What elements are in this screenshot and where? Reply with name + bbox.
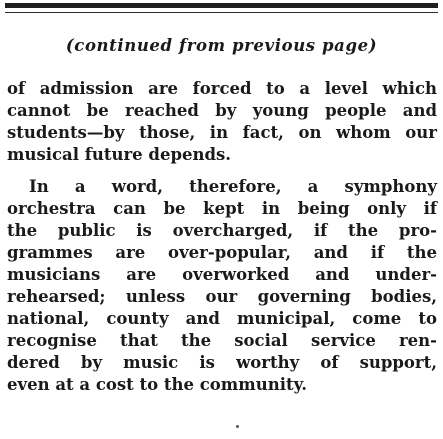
text-line: grammes are over-popular, and if the [7,243,437,262]
text-line: dered by music is worthy of support, [7,353,437,372]
text-line: orchestra can be kept in being only if [7,199,437,218]
paragraph-1 [7,78,437,166]
text-line: musical future depends. [7,145,232,164]
text-line: recognise that the social service ren- [7,331,437,350]
text-line: even at a cost to the community. [7,375,308,394]
text-line: musicians are overworked and under- [7,265,437,284]
text-line: the public is overcharged, if the pro- [7,221,437,240]
text-line: of admission are forced to a level which [7,79,437,98]
print-speck [236,425,239,428]
text-line: rehearsed; unless our governing bodies, [7,287,437,306]
text-line: cannot be reached by young people and [7,101,437,120]
text-line: national, county and municipal, come to [7,309,437,328]
top-thin-rule [5,12,438,13]
continued-note: (continued from previous page) [65,36,378,55]
text-line: In a word, therefore, a symphony [29,177,437,196]
text-line: students—by those, in fact, on whom our [7,123,437,142]
top-thick-rule [5,3,438,8]
paragraph-2 [7,176,437,396]
